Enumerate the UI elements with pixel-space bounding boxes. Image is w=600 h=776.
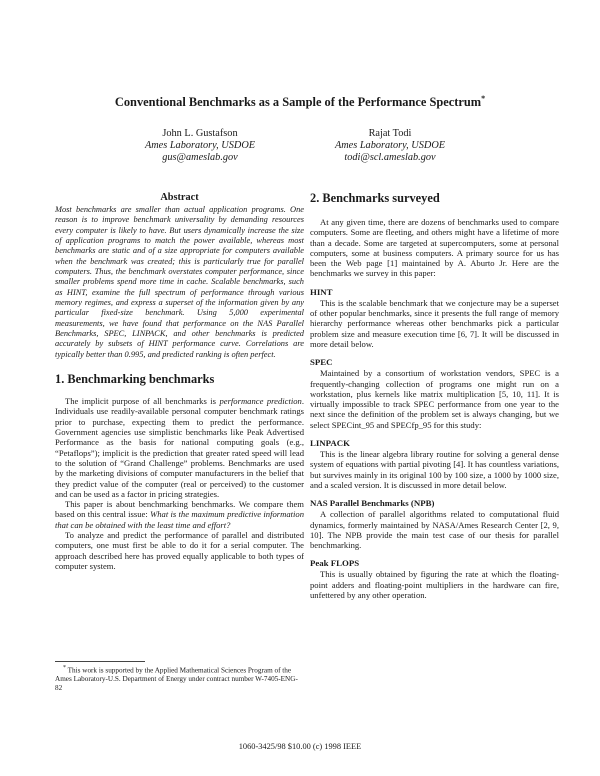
author-name: John L. Gustafson [162, 128, 238, 139]
section-1-heading: 1. Benchmarking benchmarks [55, 372, 215, 387]
section-1-paragraph: This paper is about benchmarking benchmarks. We compare them based on this central issue: What is the maximum predictive information that can be obtained with the least time and effort? [55, 499, 304, 530]
right-column [310, 192, 559, 600]
abstract-heading: Abstract [160, 192, 199, 203]
page-footer: 1060-3425/98 $10.00 (c) 1998 IEEE [238, 742, 362, 751]
subsection-text-npb: A collection of parallel algorithms related to computational fluid dynamics, formerly maintained by NASA/Ames Research Center [2, 9, 10]. The NPB provide the main test case of our thesis for parallel benchmarking. [310, 509, 559, 551]
subsection-text-hint: This is the scalable benchmark that we conjecture may be a superset of other popular benchmarks, since it presents the full range of memory hierarchy performance whereas other benchmarks pick a particular problem size and measure execution time [6, 7]. It will be discussed in more detail below. [310, 297, 559, 349]
section-1-paragraph: To analyze and predict the performance of parallel and distributed computers, one must first be able to do it for a serial computer. The approach described here has proved equally applicable to both types of computer system. [55, 530, 304, 571]
subsection-text-linpack: This is the linear algebra library routine for solving a general dense system of equations with partial pivoting [4]. It has countless variations, but survives mainly in its original 100 by 100 size, a 1000 by 1000 size, and a scaled version. It is discussed in more detail below. [310, 449, 559, 490]
author-block [105, 128, 295, 165]
subsection-heading-hint: HINT [310, 286, 333, 297]
left-column [55, 192, 304, 571]
footnote-mark: * [63, 665, 66, 671]
title-footnote-mark: * [481, 94, 486, 103]
author-name: Rajat Todi [368, 128, 412, 139]
abstract-text: Most benchmarks are smaller than actual application programs. One reason is to improve benchmark universality by demanding resources every computer is likely to have. But users dynamically increase the size of application programs to match the power available, whereas most benchmarks are static and of a size appropriate for computers available when the benchmark was created; this is particularly true for parallel computers. Thus, the benchmark overstates computer performance, since smaller problems spend more time in cache. Scalable benchmarks, such as HINT, examine the full spectrum of performance through various memory regimes, and express a superset of the information given by any particular fixed-size benchmark. Using 5,000 experimental measurements, we have found that performance on the NAS Parallel Benchmarks, SPEC, LINPACK, and other benchmarks is predicted accurately by subsets of HINT performance curve. Correlations are typically better than 0.995, and predicted ranking is often perfect. [55, 205, 304, 359]
section-2-intro: At any given time, there are dozens of benchmarks used to compare computers. Some are fleeting, and others might have a lifetime of more than a decade. Some are targeted at supercomputers, some at personal computers, some at business computers. A primary source for us has been the Web page [1] maintained by A. Aburto Jr. Here are the benchmarks we survey in this paper: [310, 217, 559, 279]
subsection-heading-peak-flops: Peak FLOPS [310, 558, 360, 569]
paper-title: Conventional Benchmarks as a Sample of the Performance Spectrum* [114, 94, 486, 110]
footnote: * This work is supported by the Applied Mathematical Sciences Program of the Ames Laboratory-U.S. Department of Energy under contract number W-7405-ENG-82 [55, 665, 298, 692]
subsection-text-spec: Maintained by a consortium of workstation vendors, SPEC is a frequently-changing collection of programs one might run on a workstation, plus kernels like matrix multiplication [5, 10, 11]. It is virtually impossible to track SPEC performance from one year to the next since the definition of the problem set is always changing, but we select SPECint_95 and SPECfp_95 for this study: [310, 368, 559, 430]
section-2-heading: 2. Benchmarks surveyed [310, 191, 440, 205]
author-email: todi@scl.ameslab.gov [344, 152, 436, 164]
subsection-heading-spec: SPEC [310, 357, 333, 368]
footnote-divider [55, 661, 145, 662]
subsection-heading-linpack: LINPACK [310, 438, 350, 449]
subsection-text-peak-flops: This is usually obtained by figuring the rate at which the floating-point adders and floating-point multipliers in the hardware can fire, unfettered by any other operation. [310, 569, 559, 601]
author-email: gus@ameslab.gov [162, 152, 238, 164]
author-affiliation: Ames Laboratory, USDOE [144, 140, 256, 152]
author-affiliation: Ames Laboratory, USDOE [334, 140, 446, 152]
subsection-heading-npb: NAS Parallel Benchmarks (NPB) [310, 498, 435, 509]
author-block [295, 128, 485, 165]
section-1-paragraph: The implicit purpose of all benchmarks is performance prediction. Individuals use readily-available personal computer benchmark ratings prior to purchase, expecting them to predict the performance. Government agencies use simplistic benchmarks like Peak Advertised Performance as the basis for national computing goals (e.g., “Petaflops”); implicit is the prediction that greater rated speed will lead to the solution of “Grand Challenge” problems. Benchmarks are used by the marketing divisions of computer manufacturers in the belief that they predict value of the computer (real or perceived) to the customer and can be used as a factor in pricing strategies. [55, 396, 304, 499]
